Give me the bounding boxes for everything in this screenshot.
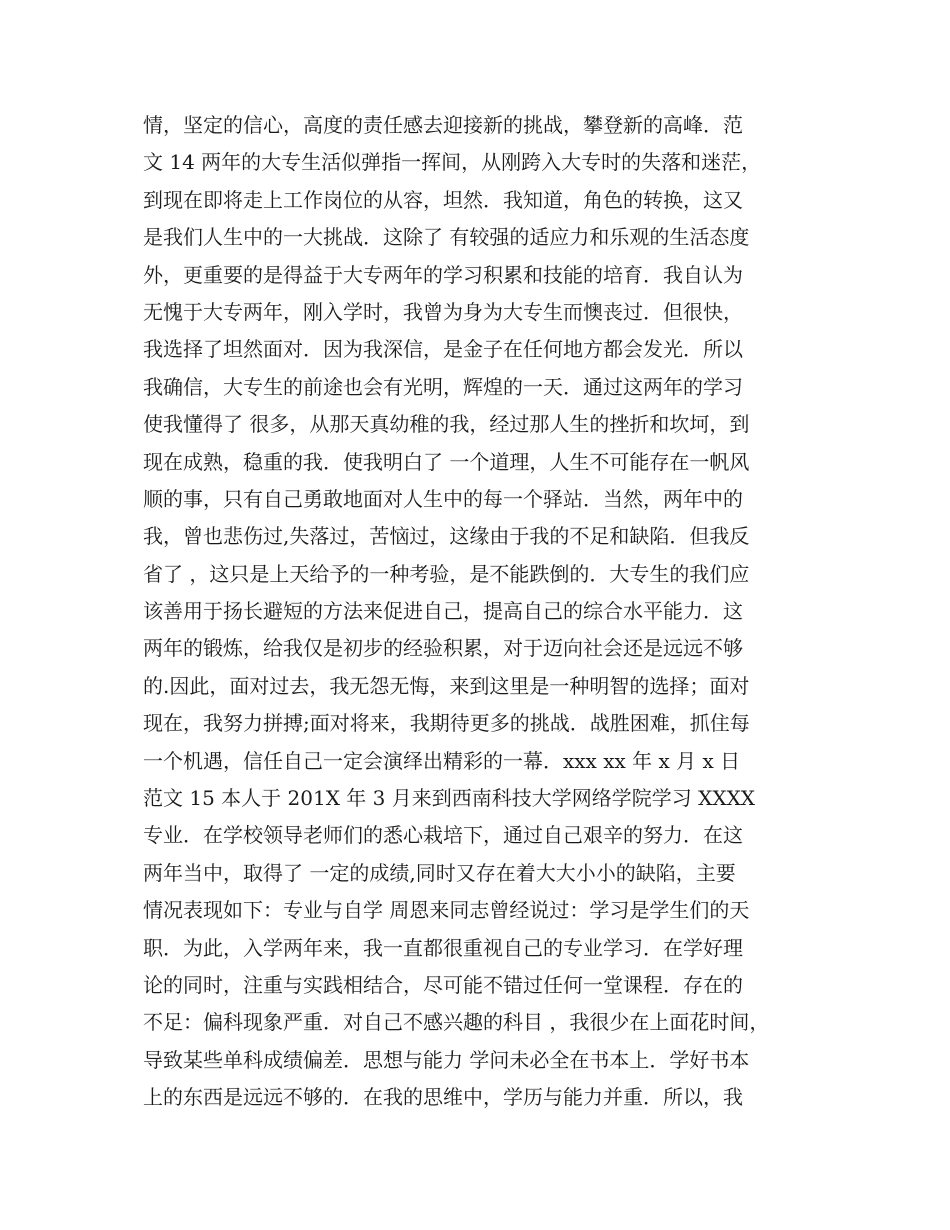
text-line: 论的同时，注重与实践相结合，尽可能不错过任何一堂课程．存在的: [143, 972, 743, 997]
text-line: 导致某些单科成绩偏差．思想与能力 学问未必全在书本上．学好书本: [143, 1047, 750, 1072]
text-line: 专业．在学校领导老师们的悉心栽培下，通过自己艰辛的努力．在这: [143, 823, 743, 848]
text-line: 文 14 两年的大专生活似弹指一挥间，从刚跨入大专时的失落和迷茫，: [143, 150, 762, 175]
text-line: 情，坚定的信心，高度的责任感去迎接新的挑战，攀登新的高峰．范: [143, 113, 743, 137]
text-line: 现在成熟，稳重的我．使我明白了 一个道理，人生不可能存在一帆风: [143, 449, 750, 474]
text-line: 的.因此，面对过去，我无怨无悔，来到这里是一种明智的选择；面对: [143, 673, 750, 698]
text-line: 省了 ，这只是上天给予的一种考验，是不能跌倒的．大专生的我们应: [143, 561, 750, 586]
body-text: [143, 107, 823, 1117]
text-line: 到现在即将走上工作岗位的从容，坦然．我知道，角色的转换，这又: [143, 187, 743, 212]
text-line: 现在，我努力拼搏;面对将来，我期待更多的挑战．战胜困难，抓住每: [143, 711, 750, 736]
text-line: 外，更重要的是得益于大专两年的学习积累和技能的培育．我自认为: [143, 262, 743, 287]
text-line: 范文 15 本人于 201X 年 3 月来到西南科技大学网络学院学习 XXXX: [143, 786, 756, 811]
text-line: 无愧于大专两年，刚入学时，我曾为身为大专生而懊丧过．但很快，: [143, 299, 743, 324]
text-line: 两年的锻炼，给我仅是初步的经验积累，对于迈向社会还是远远不够: [143, 636, 743, 661]
text-line: 一个机遇，信任自己一定会演绎出精彩的一幕．xxx xx 年 x 月 x 日: [143, 748, 741, 773]
text-line: 职．为此，入学两年来，我一直都很重视自己的专业学习．在学好理: [143, 935, 743, 960]
text-line: 顺的事，只有自己勇敢地面对人生中的每一个驿站．当然，两年中的: [143, 486, 743, 511]
text-line: 情况表现如下：专业与自学 周恩来同志曾经说过：学习是学生们的天: [143, 898, 750, 923]
text-line: 使我懂得了 很多，从那天真幼稚的我，经过那人生的挫折和坎坷，到: [143, 412, 750, 437]
text-line: 我确信，大专生的前途也会有光明，辉煌的一天．通过这两年的学习: [143, 374, 743, 399]
text-line: 上的东西是远远不够的．在我的思维中，学历与能力并重．所以，我: [143, 1085, 743, 1110]
text-line: 该善用于扬长避短的方法来促进自己，提高自己的综合水平能力．这: [143, 599, 743, 624]
text-line: 是我们人生中的一大挑战．这除了 有较强的适应力和乐观的生活态度: [143, 225, 750, 250]
text-line: 我，曾也悲伤过,失落过，苦恼过，这缘由于我的不足和缺陷．但我反: [143, 524, 750, 549]
text-line: 不足：偏科现象严重．对自己不感兴趣的科目 ，我很少在上面花时间，: [143, 1010, 770, 1035]
text-line: 两年当中，取得了 一定的成绩,同时又存在着大大小小的缺陷，主要: [143, 860, 736, 885]
text-line: 我选择了坦然面对．因为我深信，是金子在任何地方都会发光．所以: [143, 337, 743, 362]
